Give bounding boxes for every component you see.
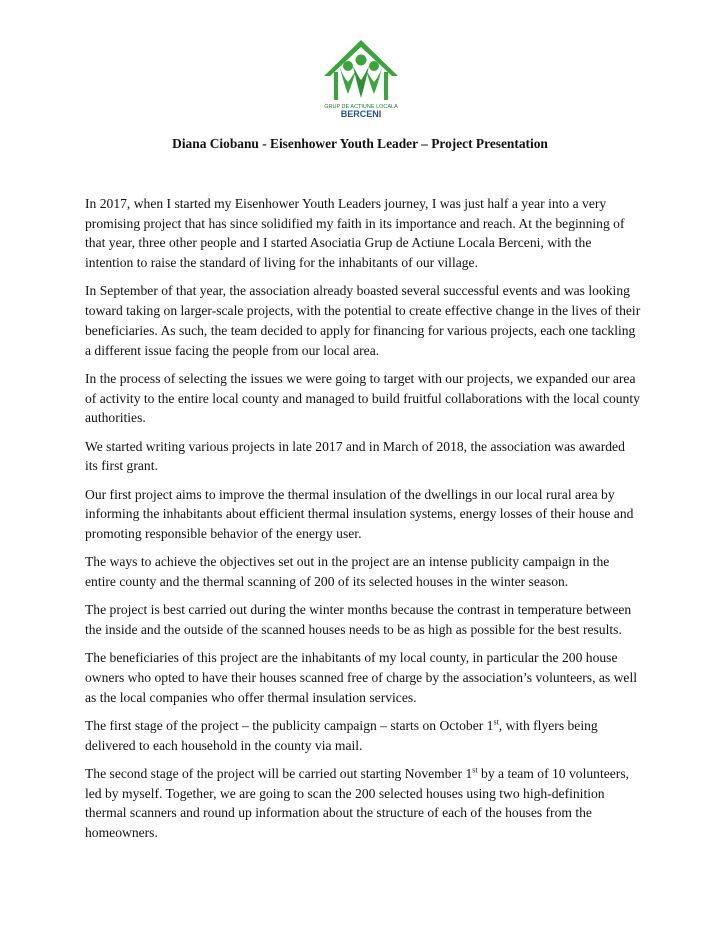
paragraph-10-end: by a team of 10 volunteers, led by myself. Together, we are going to scan the 200 selected houses using two high-definition thermal scanners and round up information about the structure of each of the houses from the homeowners.	[85, 765, 630, 841]
document-title: Diana Ciobanu - Eisenhower Youth Leader – Project Presentation	[172, 136, 548, 151]
organization-logo	[320, 38, 402, 120]
paragraph-4: We started writing various projects in late 2017 and in March of 2018, the association was awarded its first grant.	[85, 438, 625, 474]
logo-text-line2: BERCENI	[340, 109, 382, 119]
paragraph-9-start: The first stage of the project – the publicity campaign – starts on October 1	[85, 717, 494, 733]
people-under-roof-logo-icon	[320, 38, 402, 120]
paragraph-2: In September of that year, the association already boasted several successful events and was looking toward taking on larger-scale projects, with the potential to create effective change in the lives of their beneficiaries. As such, the team decided to apply for financing for various projects, each one tackling a different issue facing the people from our local area.	[85, 283, 641, 358]
paragraph-10	[85, 764, 641, 843]
paragraph-5: Our first project aims to improve the thermal insulation of the dwellings in our local rural area by informing the inhabitants about efficient thermal insulation systems, energy losses of their house and promoting responsible behavior of the energy user.	[85, 486, 634, 541]
paragraph-9	[85, 716, 641, 755]
logo-text-line1: GRUP DE ACTIUNE LOCALA	[324, 104, 398, 110]
paragraph-1: In 2017, when I started my Eisenhower Youth Leaders journey, I was just half a year into a very promising project that has since solidified my faith in its importance and reach. At the beginning of that year, three other people and I started Asociatia Grup de Actiune Locala Berceni, with the intention to raise the standard of living for the inhabitants of our village.	[85, 196, 625, 271]
paragraph-8: The beneficiaries of this project are the inhabitants of my local county, in particular the 200 house owners who opted to have their houses scanned free of charge by the association’s volunteers, as well as the local companies who offer thermal insulation services.	[85, 650, 638, 705]
ordinal-suffix: st	[472, 765, 478, 775]
ordinal-suffix: st	[493, 717, 499, 727]
paragraph-6: The ways to achieve the objectives set out in the project are an intense publicity campaign in the entire county and the thermal scanning of 200 of its selected houses in the winter season.	[85, 554, 610, 589]
paragraph-10-start: The second stage of the project will be carried out starting November 1	[85, 765, 473, 781]
document-body	[85, 194, 641, 851]
paragraph-7: The project is best carried out during the winter months because the contrast in temperature between the inside and the outside of the scanned houses needs to be as high as possible for the best results.	[85, 602, 632, 637]
paragraph-3: In the process of selecting the issues we were going to target with our projects, we expanded our area of activity to the entire local county and managed to build fruitful collaborations with the local county authorities.	[85, 370, 640, 426]
paragraph-9-end: , with flyers being delivered to each household in the county via mail.	[85, 717, 598, 753]
